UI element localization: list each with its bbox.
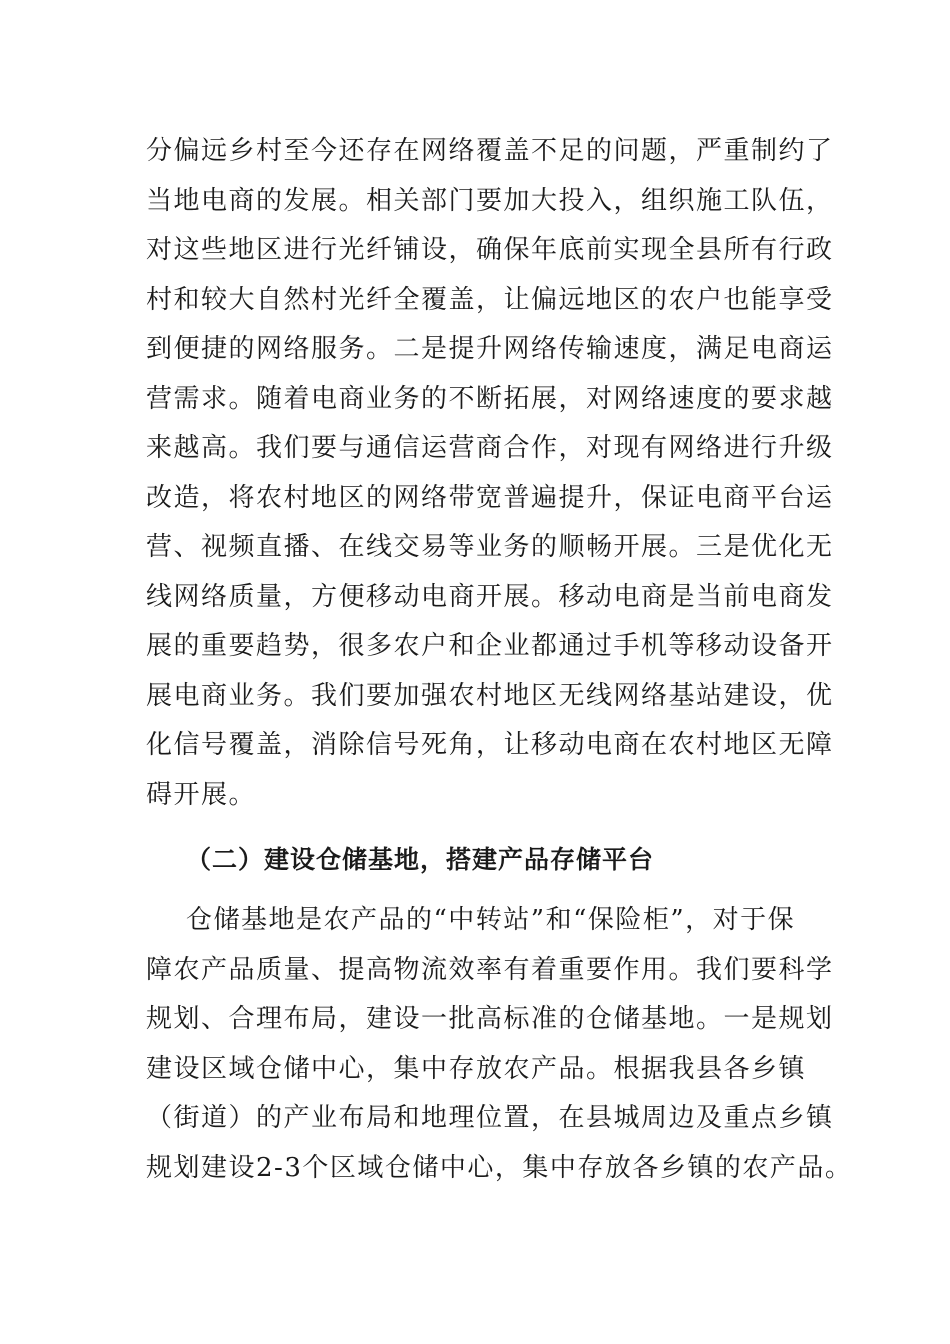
paragraph-1-line: 村和较大自然村光纤全覆盖，让偏远地区的农户也能享受 bbox=[146, 284, 834, 315]
paragraph-1-line: 到便捷的网络服务。二是提升网络传输速度，满足电商运 bbox=[146, 334, 834, 364]
paragraph-1-line: 来越高。我们要与通信运营商合作，对现有网络进行升级 bbox=[146, 433, 834, 463]
paragraph-2-line: 障农产品质量、提高物流效率有着重要作用。我们要科学 bbox=[146, 954, 834, 985]
paragraph-1 bbox=[146, 127, 834, 820]
paragraph-2-line: （街道）的产业布局和地理位置，在县城周边及重点乡镇 bbox=[146, 1103, 834, 1133]
paragraph-1-line: 对这些地区进行光纤铺设，确保年底前实现全县所有行政 bbox=[146, 235, 834, 265]
paragraph-2-line: 规划建设2-3个区域仓储中心，集中存放各乡镇的农产品。 bbox=[146, 1152, 853, 1183]
paragraph-1-line: 营、视频直播、在线交易等业务的顺畅开展。三是优化无 bbox=[146, 532, 834, 562]
paragraph-1-line: 展电商业务。我们要加强农村地区无线网络基站建设，优 bbox=[146, 680, 834, 711]
paragraph-1-line: 碍开展。 bbox=[146, 779, 257, 810]
paragraph-2-line: 规划、合理布局，建设一批高标准的仓储基地。一是规划 bbox=[146, 1004, 834, 1034]
paragraph-2 bbox=[146, 896, 853, 1193]
paragraph-2-line: 仓储基地是农产品的“中转站”和“保险柜”，对于保 bbox=[186, 905, 796, 935]
paragraph-1-line: 化信号覆盖，消除信号死角，让移动电商在农村地区无障 bbox=[146, 730, 834, 760]
paragraph-1-line: 分偏远乡村至今还存在网络覆盖不足的问题，严重制约了 bbox=[146, 136, 834, 166]
paragraph-2-line: 建设区域仓储中心，集中存放农产品。根据我县各乡镇 bbox=[146, 1053, 807, 1084]
paragraph-1-line: 当地电商的发展。相关部门要加大投入，组织施工队伍， bbox=[146, 185, 834, 216]
paragraph-1-line: 线网络质量，方便移动电商开展。移动电商是当前电商发 bbox=[146, 581, 834, 612]
paragraph-1-line: 营需求。随着电商业务的不断拓展，对网络速度的要求越 bbox=[146, 383, 834, 414]
paragraph-1-line: 展的重要趋势，很多农户和企业都通过手机等移动设备开 bbox=[146, 631, 834, 661]
section-heading: （二）建设仓储基地，搭建产品存储平台 bbox=[186, 845, 655, 874]
paragraph-1-line: 改造，将农村地区的网络带宽普遍提升，保证电商平台运 bbox=[146, 482, 834, 513]
